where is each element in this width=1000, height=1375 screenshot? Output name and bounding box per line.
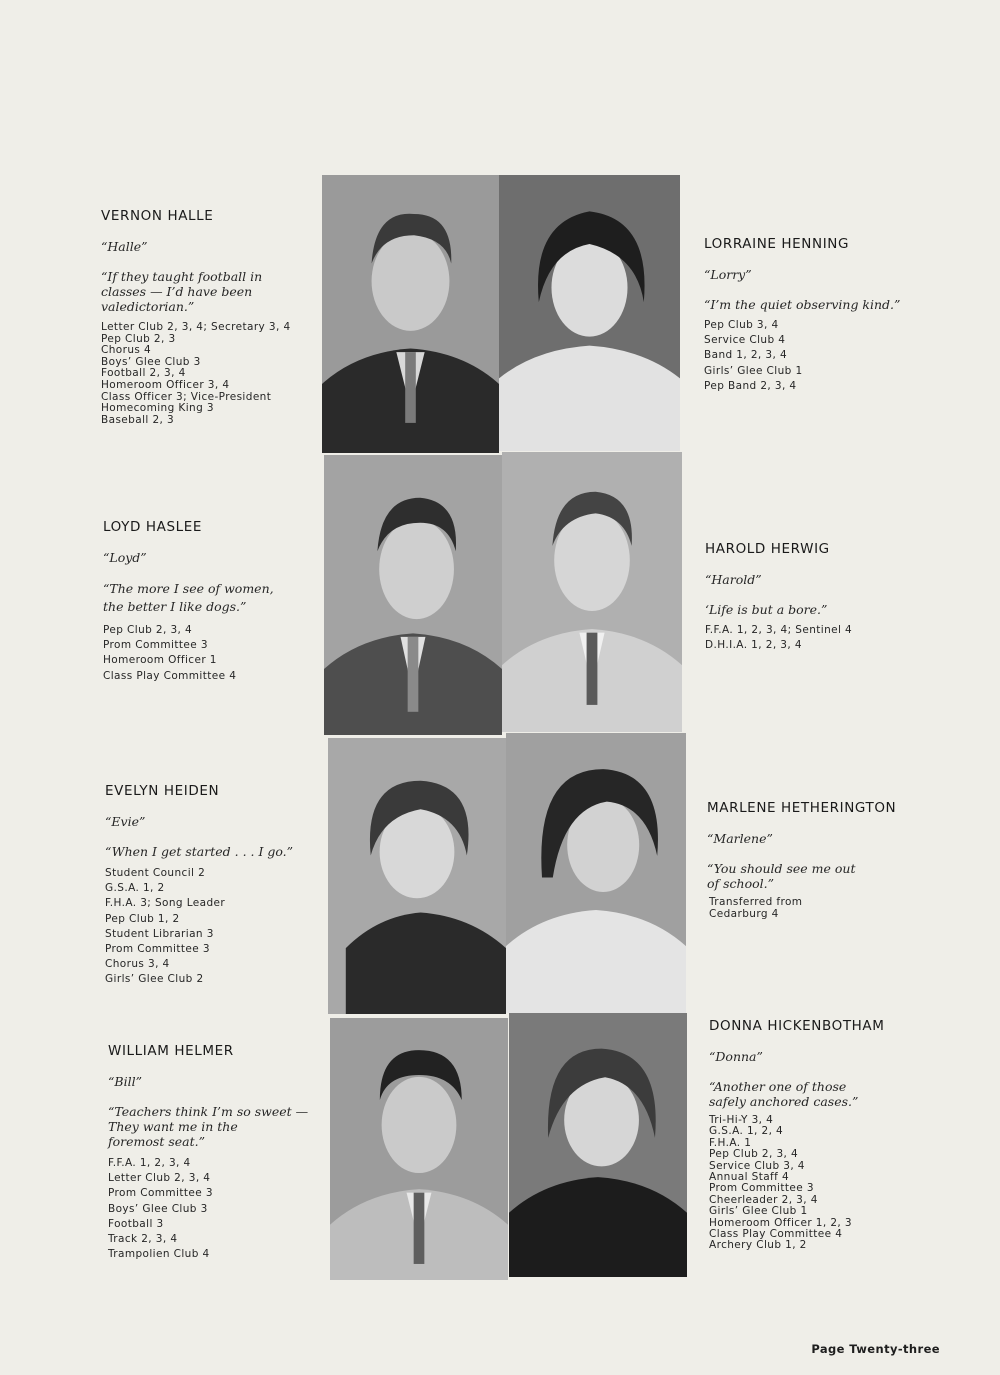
student-quote: “Teachers think I’m so sweet — They want me in the foremost seat.” — [108, 1104, 309, 1149]
activity-item: Class Play Committee 4 — [709, 1228, 843, 1241]
activity-item: Prom Committee 3 — [105, 943, 210, 956]
activity-item: Letter Club 2, 3, 4 — [108, 1172, 211, 1185]
photo-william-helmer — [330, 1018, 508, 1280]
activity-item: Football 2, 3, 4 — [101, 367, 186, 380]
portrait-photo-icon — [509, 1013, 687, 1277]
student-name: HAROLD HERWIG — [705, 541, 830, 557]
activity-item: Football 3 — [108, 1217, 164, 1230]
student-name: EVELYN HEIDEN — [105, 783, 220, 799]
student-nickname: “Loyd” — [103, 550, 147, 565]
activity-item: Homeroom Officer 1, 2, 3 — [709, 1216, 852, 1229]
activity-item: Letter Club 2, 3, 4; Secretary 3, 4 — [101, 321, 291, 333]
activity-item: Baseball 2, 3 — [101, 413, 175, 426]
activity-list — [101, 322, 316, 426]
student-quote: “I’m the quiet observing kind.” — [704, 297, 901, 312]
activity-item: Girls’ Glee Club 2 — [105, 973, 204, 986]
activity-item: Transferred from — [709, 896, 803, 908]
activity-item: Girls’ Glee Club 1 — [709, 1205, 808, 1218]
entry-donna-hickenbotham — [709, 1018, 959, 1252]
activity-item: Pep Club 3, 4 — [704, 319, 779, 331]
portrait-photo-icon — [499, 175, 680, 451]
student-quote: “You should see me out of school.” — [707, 861, 856, 891]
student-nickname: “Evie” — [105, 814, 146, 829]
activity-item: Tri-Hi-Y 3, 4 — [709, 1114, 774, 1126]
activity-item: Cedarburg 4 — [709, 907, 779, 920]
student-quote: “The more I see of women, the better I like dogs.” — [103, 581, 274, 614]
portrait-photo-icon — [328, 738, 506, 1014]
activity-item: Homecoming King 3 — [101, 402, 214, 415]
activity-list — [709, 1115, 959, 1252]
student-name: LORRAINE HENNING — [704, 236, 850, 252]
activity-item: Band 1, 2, 3, 4 — [704, 349, 788, 362]
activity-item: Pep Band 2, 3, 4 — [704, 379, 797, 392]
activity-item: F.F.A. 1, 2, 3, 4 — [108, 1157, 191, 1169]
portrait-photo-icon — [330, 1018, 508, 1280]
photo-marlene-hetherington — [506, 733, 686, 1013]
photo-evelyn-heiden — [328, 738, 506, 1014]
activity-item: Pep Club 2, 3, 4 — [709, 1148, 799, 1161]
activity-item: Annual Staff 4 — [709, 1171, 790, 1184]
student-quote: “Another one of those safely anchored cases.” — [709, 1079, 859, 1109]
portrait-photo-icon — [322, 175, 499, 453]
activity-item: G.S.A. 1, 2 — [105, 882, 165, 895]
entry-marlene-hetherington — [707, 800, 957, 920]
activity-item: Boys’ Glee Club 3 — [101, 355, 201, 368]
student-quote: “When I get started . . . I go.” — [105, 844, 294, 859]
entry-william-helmer — [108, 1043, 323, 1262]
activity-item: Class Officer 3; Vice-President — [101, 390, 272, 403]
portrait-photo-icon — [502, 452, 682, 732]
activity-item: Girls’ Glee Club 1 — [704, 364, 803, 377]
activity-item: Prom Committee 3 — [709, 1182, 814, 1195]
photo-loyd-haslee — [324, 455, 502, 735]
student-nickname: “Marlene” — [707, 831, 773, 846]
activity-item: Service Club 4 — [704, 334, 786, 347]
student-name: WILLIAM HELMER — [108, 1043, 234, 1059]
activity-item: D.H.I.A. 1, 2, 3, 4 — [705, 639, 802, 652]
activity-item: Homeroom Officer 3, 4 — [101, 378, 230, 391]
activity-item: Boys’ Glee Club 3 — [108, 1202, 208, 1215]
activity-item: Student Council 2 — [105, 867, 206, 879]
activity-item: Pep Club 1, 2 — [105, 912, 180, 925]
activity-item: Pep Club 2, 3, 4 — [103, 624, 193, 636]
student-nickname: “Bill” — [108, 1074, 142, 1089]
student-quote: “If they taught football in classes — I’d have been valedictorian.” — [101, 269, 263, 314]
activity-item: Class Play Committee 4 — [103, 669, 237, 682]
activity-list — [704, 318, 954, 394]
page-number: Page Twenty-three — [811, 1342, 940, 1356]
student-nickname: “Halle” — [101, 239, 148, 254]
entry-vernon-halle — [101, 208, 316, 426]
activity-item: Cheerleader 2, 3, 4 — [709, 1193, 818, 1206]
photo-donna-hickenbotham — [509, 1013, 687, 1277]
activity-item: Chorus 4 — [101, 344, 152, 357]
student-nickname: “Donna” — [709, 1049, 763, 1064]
portrait-photo-icon — [506, 733, 686, 1013]
student-name: VERNON HALLE — [101, 208, 214, 224]
student-nickname: “Harold” — [705, 572, 762, 587]
photo-vernon-halle — [322, 175, 499, 453]
activity-list — [108, 1156, 323, 1262]
activity-item: Archery Club 1, 2 — [709, 1239, 807, 1252]
student-quote: ‘Life is but a bore.” — [705, 602, 828, 617]
activity-item: F.H.A. 3; Song Leader — [105, 897, 226, 910]
student-name: MARLENE HETHERINGTON — [707, 800, 897, 816]
activity-item: Chorus 3, 4 — [105, 958, 170, 971]
portrait-photo-icon — [324, 455, 502, 735]
activity-list — [707, 897, 957, 920]
activity-item: Prom Committee 3 — [103, 639, 208, 652]
activity-list — [103, 623, 318, 684]
activity-item: Student Librarian 3 — [105, 927, 214, 940]
photo-harold-herwig — [502, 452, 682, 732]
student-name: DONNA HICKENBOTHAM — [709, 1018, 885, 1034]
activity-item: Track 2, 3, 4 — [108, 1233, 178, 1246]
student-nickname: “Lorry” — [704, 267, 752, 282]
student-name: LOYD HASLEE — [103, 519, 202, 535]
activity-item: Homeroom Officer 1 — [103, 654, 217, 667]
activity-item: Prom Committee 3 — [108, 1187, 213, 1200]
activity-item: F.H.A. 1 — [709, 1136, 752, 1149]
activity-item: F.F.A. 1, 2, 3, 4; Sentinel 4 — [705, 624, 853, 636]
entry-loyd-haslee — [103, 519, 318, 684]
activity-list — [705, 623, 955, 653]
activity-item: G.S.A. 1, 2, 4 — [709, 1125, 784, 1138]
activity-item: Pep Club 2, 3 — [101, 332, 176, 345]
activity-item: Trampolien Club 4 — [108, 1248, 210, 1261]
activity-list — [105, 866, 320, 988]
entry-evelyn-heiden — [105, 783, 320, 988]
activity-item: Service Club 3, 4 — [709, 1159, 805, 1172]
entry-lorraine-henning — [704, 236, 954, 394]
entry-harold-herwig — [705, 541, 955, 653]
photo-lorraine-henning — [499, 175, 680, 451]
